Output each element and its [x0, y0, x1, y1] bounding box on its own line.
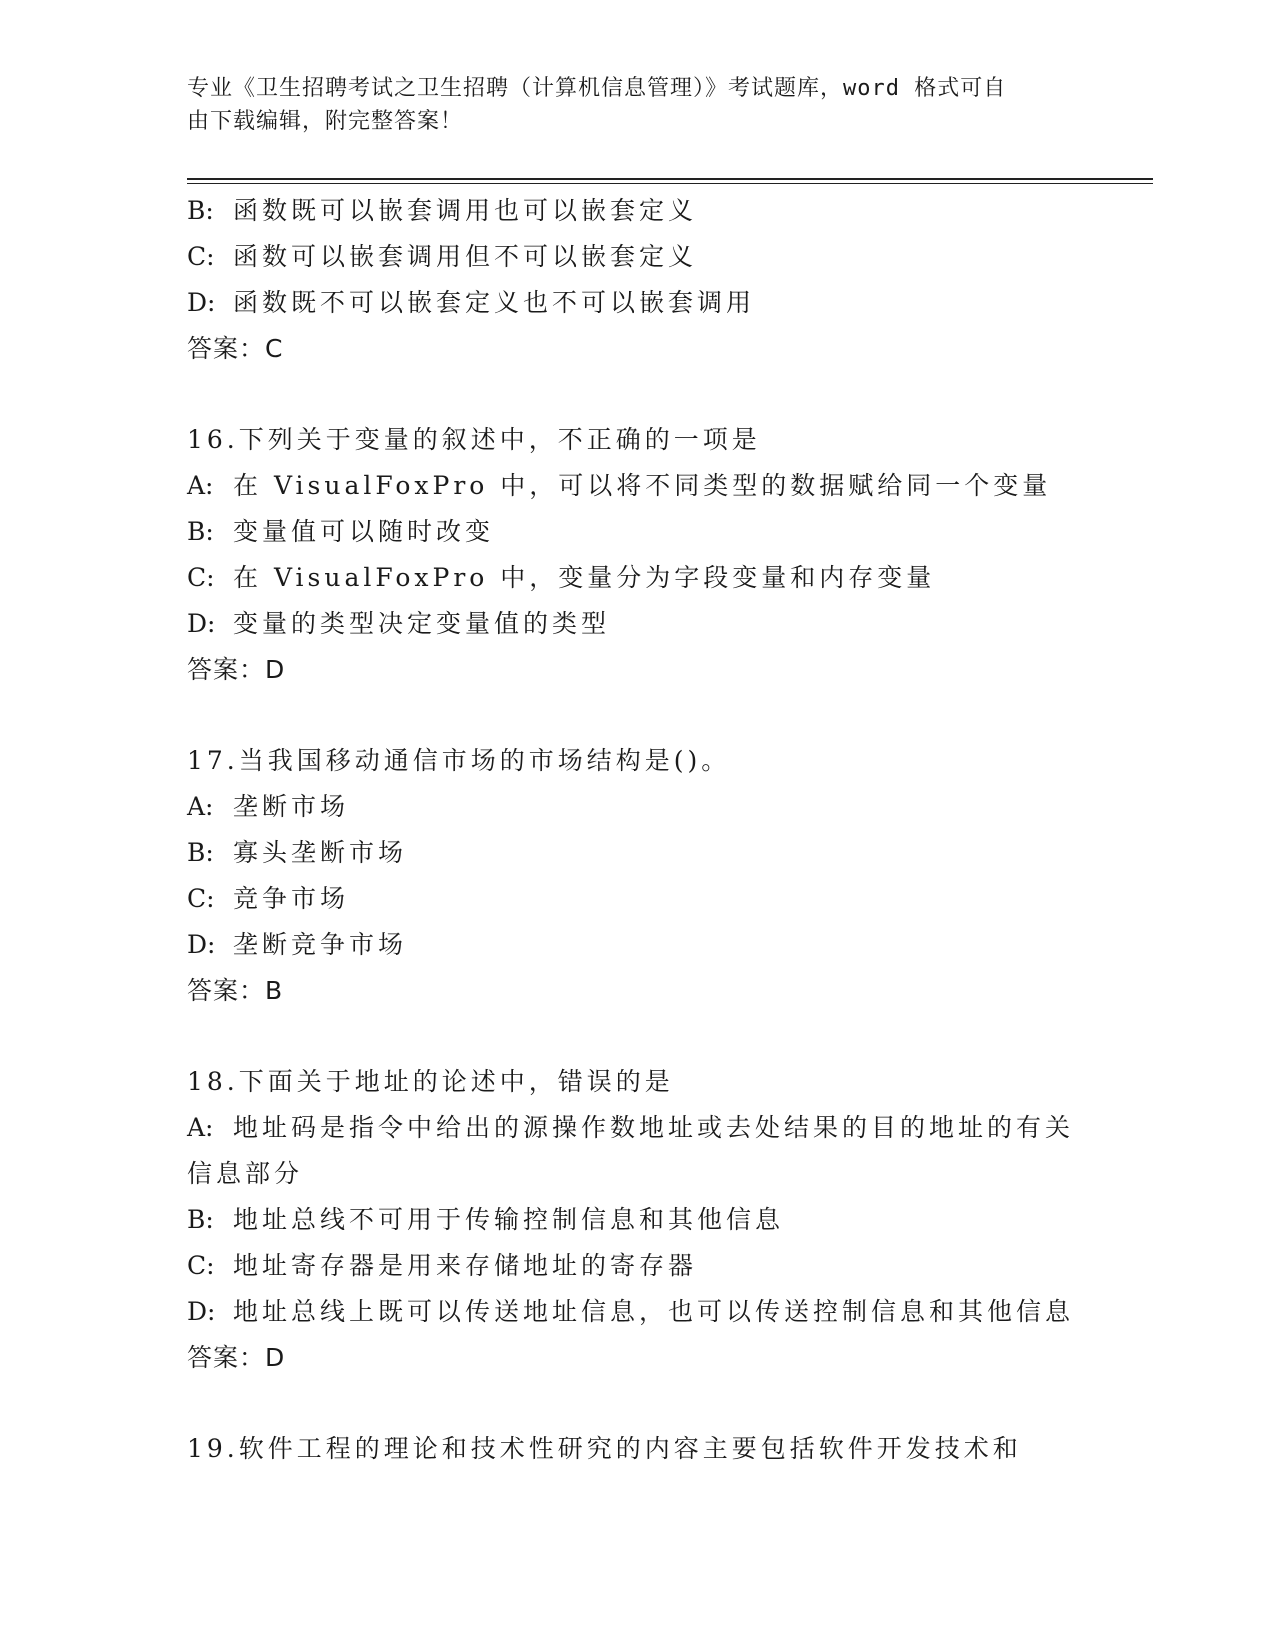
- question-list: [187, 188, 1137, 1472]
- question-17: [187, 738, 1137, 1014]
- question-stem: 16.下列关于变量的叙述中，不正确的一项是: [187, 425, 761, 454]
- option-d: D: 垄断竞争市场: [187, 930, 408, 959]
- option-d: D: 函数既不可以嵌套定义也不可以嵌套调用: [187, 288, 756, 317]
- option-c: C: 地址寄存器是用来存储地址的寄存器: [187, 1251, 698, 1280]
- question-stem: 18.下面关于地址的论述中，错误的是: [187, 1067, 674, 1096]
- option-a: A: 垄断市场: [187, 792, 350, 821]
- header-divider-thick: [187, 178, 1153, 180]
- question-15-tail: [187, 188, 1137, 372]
- option-b: B: 寡头垄断市场: [187, 838, 408, 867]
- answer: 答案：C: [187, 334, 284, 363]
- header-line-2: 由下载编辑，附完整答案！: [187, 109, 464, 134]
- question-16: [187, 417, 1137, 693]
- answer: 答案：D: [187, 655, 286, 684]
- answer: 答案：B: [187, 976, 284, 1005]
- header-divider-thin: [187, 183, 1153, 184]
- option-a: A: 地址码是指令中给出的源操作数地址或去处结果的目的地址的有关: [187, 1113, 1075, 1142]
- option-d: D: 地址总线上既可以传送地址信息，也可以传送控制信息和其他信息: [187, 1297, 1075, 1326]
- option-c: C: 函数可以嵌套调用但不可以嵌套定义: [187, 242, 698, 271]
- option-b: B: 变量值可以随时改变: [187, 517, 495, 546]
- question-19: [187, 1426, 1137, 1472]
- header-line-1: 专业《卫生招聘考试之卫生招聘（计算机信息管理）》考试题库，word 格式可自: [187, 76, 1007, 101]
- question-stem: 17.当我国移动通信市场的市场结构是()。: [187, 746, 731, 775]
- document-header: [187, 72, 1087, 138]
- option-c: C: 在 VisualFoxPro 中，变量分为字段变量和内存变量: [187, 563, 936, 592]
- option-a: A: 在 VisualFoxPro 中，可以将不同类型的数据赋给同一个变量: [187, 471, 1052, 500]
- option-a-continuation: 信息部分: [187, 1159, 304, 1188]
- question-stem: 19.软件工程的理论和技术性研究的内容主要包括软件开发技术和: [187, 1434, 1022, 1463]
- question-18: [187, 1059, 1137, 1381]
- option-b: B: 函数既可以嵌套调用也可以嵌套定义: [187, 196, 698, 225]
- option-d: D: 变量的类型决定变量值的类型: [187, 609, 611, 638]
- option-c: C: 竞争市场: [187, 884, 350, 913]
- answer: 答案：D: [187, 1343, 286, 1372]
- option-b: B: 地址总线不可用于传输控制信息和其他信息: [187, 1205, 785, 1234]
